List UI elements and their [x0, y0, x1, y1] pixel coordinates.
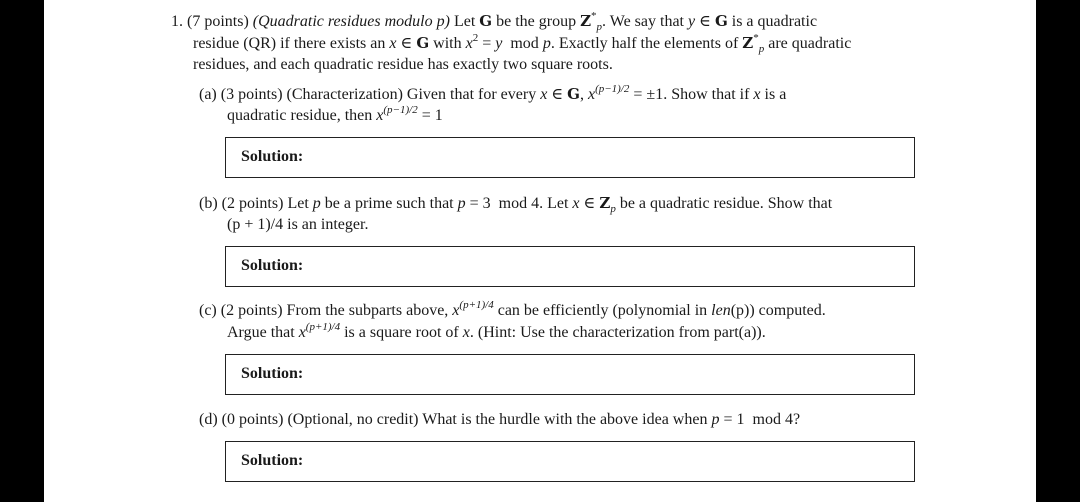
part-b-line-1: (b) (2 points) Let p be a prime such that p = 3 mod 4. Let x ∈ $Z_p$ be a quadratic residue. Show that: [199, 194, 833, 216]
part-d-label: (d): [199, 411, 218, 428]
solution-box-b[interactable]: [225, 246, 915, 287]
solution-label: Solution:: [241, 452, 304, 469]
problem-line-2: residue (QR) if there exists an x ∈ G with $x^2 = y$ mod p. Exactly half the elements of $Z^*_p$ are quadratic: [193, 31, 852, 56]
problem-line-3: residues, and each quadratic residue has exactly two square roots.: [193, 56, 613, 73]
homework-page: [44, 0, 1036, 502]
part-a-label: (a): [199, 86, 217, 103]
part-c-label: (c): [199, 302, 217, 319]
problem-title: (Quadratic residues modulo p): [252, 13, 450, 30]
problem-line-1: 1. (7 points) (Quadratic residues modulo p) Let G be the group $Z^*_p$. We say that y ∈ G is a quadratic: [171, 9, 818, 34]
part-b-line-2: (p + 1)/4 is an integer.: [227, 216, 369, 233]
part-a-line-2: quadratic residue, then $x^{(p-1)/2} = 1$: [227, 103, 443, 124]
solution-box-d[interactable]: [225, 441, 915, 482]
part-d-line-1: (d) (0 points) (Optional, no credit) What is the hurdle with the above idea when p = 1 mod 4?: [199, 411, 801, 428]
problem-number: 1.: [171, 13, 183, 30]
solution-label: Solution:: [241, 257, 304, 274]
part-a-line-1: (a) (3 points) (Characterization) Given that for every x ∈ G, $x^{(p-1)/2} = \pm 1$. Show that if x is a: [199, 82, 787, 103]
solution-label: Solution:: [241, 148, 304, 165]
solution-label: Solution:: [241, 365, 304, 382]
part-b-label: (b): [199, 195, 218, 212]
part-c-line-2: Argue that $x^{(p+1)/4}$ is a square root of x. (Hint: Use the characterization from part(a)).: [227, 320, 766, 341]
solution-box-a[interactable]: [225, 137, 915, 178]
problem-points: (7 points): [187, 13, 249, 30]
part-c-line-1: (c) (2 points) From the subparts above, $x^{(p+1)/4}$ can be efficiently (polynomial in len(p)) computed.: [199, 298, 826, 319]
solution-box-c[interactable]: [225, 354, 915, 395]
